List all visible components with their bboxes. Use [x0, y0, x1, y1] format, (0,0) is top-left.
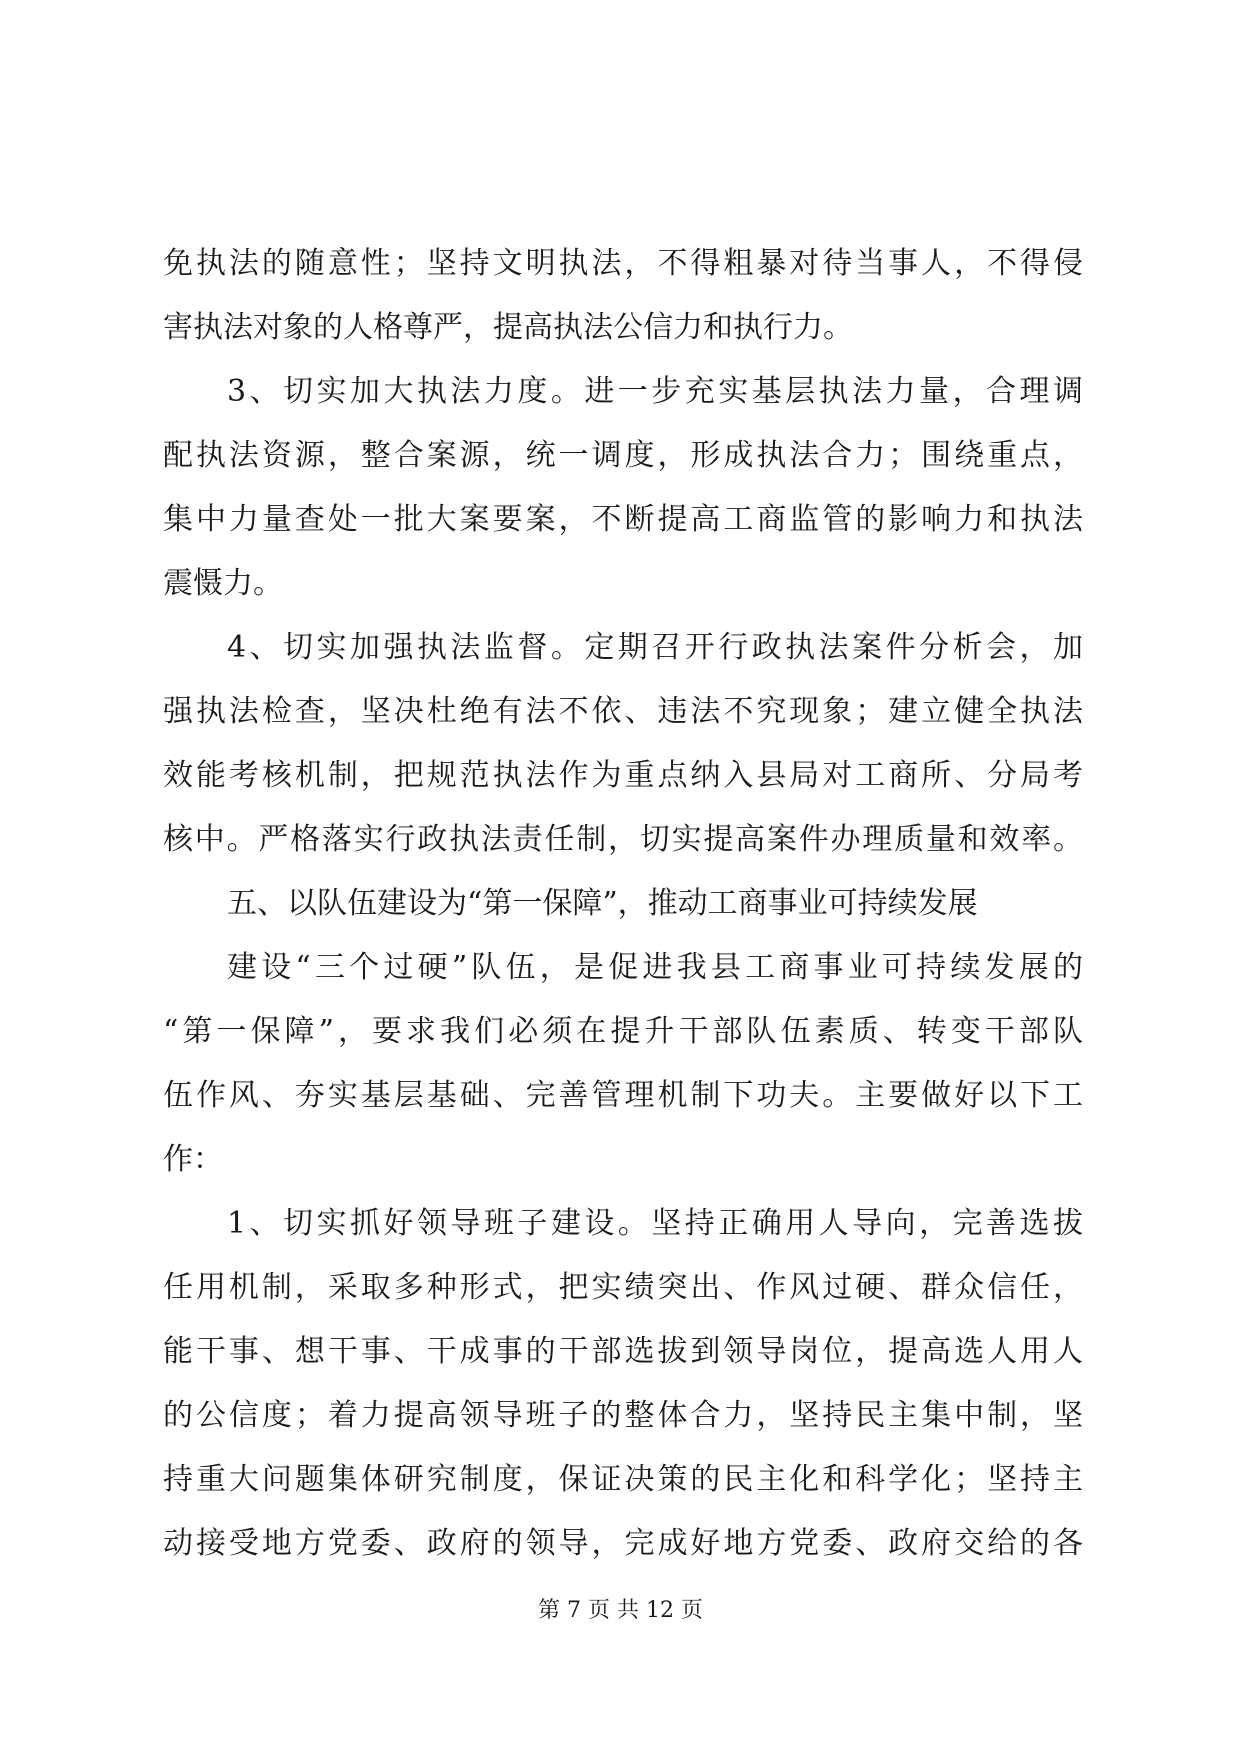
text-line: 1、切实抓好领导班子建设。坚持正确用人导向，完善选拔	[227, 1206, 1083, 1241]
paragraph	[163, 936, 1083, 1192]
page-number: 第 7 页 共 12 页	[538, 1598, 703, 1623]
text-line: 的公信度；着力提高领导班子的整体合力，坚持民主集中制，坚	[163, 1398, 1083, 1433]
text-line: 4、切实加强执法监督。定期召开行政执法案件分析会，加	[227, 630, 1083, 665]
section-heading	[163, 872, 1083, 936]
text-line: 害执法对象的人格尊严，提高执法公信力和执行力。	[163, 310, 853, 345]
paragraph	[163, 232, 1083, 360]
text-line: 五、以队伍建设为“第一保障”，推动工商事业可持续发展	[227, 886, 978, 921]
page-footer	[0, 1596, 1241, 1626]
text-line: 强执法检查，坚决杜绝有法不依、违法不究现象；建立健全执法	[163, 694, 1083, 729]
text-line: 3、切实加大执法力度。进一步充实基层执法力量，合理调	[227, 374, 1083, 409]
text-line: 任用机制，采取多种形式，把实绩突出、作风过硬、群众信任，	[163, 1270, 1083, 1305]
paragraph	[163, 1192, 1083, 1576]
text-line: 持重大问题集体研究制度，保证决策的民主化和科学化；坚持主	[163, 1462, 1083, 1497]
text-line: 配执法资源，整合案源，统一调度，形成执法合力；围绕重点，	[163, 438, 1083, 473]
text-line: 免执法的随意性；坚持文明执法，不得粗暴对待当事人，不得侵	[163, 246, 1083, 281]
text-line: 作：	[163, 1142, 223, 1177]
text-line: 伍作风、夯实基层基础、完善管理机制下功夫。主要做好以下工	[163, 1078, 1083, 1113]
text-line: 能干事、想干事、干成事的干部选拔到领导岗位，提高选人用人	[163, 1334, 1083, 1369]
document-body	[163, 232, 1083, 1576]
text-line: 效能考核机制，把规范执法作为重点纳入县局对工商所、分局考	[163, 758, 1083, 793]
text-line: 建设“三个过硬”队伍，是促进我县工商事业可持续发展的	[227, 950, 1083, 985]
text-line: 震慑力。	[163, 566, 283, 601]
text-line: 集中力量查处一批大案要案，不断提高工商监管的影响力和执法	[163, 502, 1083, 537]
paragraph	[163, 616, 1083, 872]
paragraph	[163, 360, 1083, 616]
text-line: 动接受地方党委、政府的领导，完成好地方党委、政府交给的各	[163, 1526, 1083, 1561]
text-line: 核中。严格落实行政执法责任制，切实提高案件办理质量和效率。	[163, 822, 1083, 857]
text-line: “第一保障”，要求我们必须在提升干部队伍素质、转变干部队	[163, 1014, 1083, 1049]
